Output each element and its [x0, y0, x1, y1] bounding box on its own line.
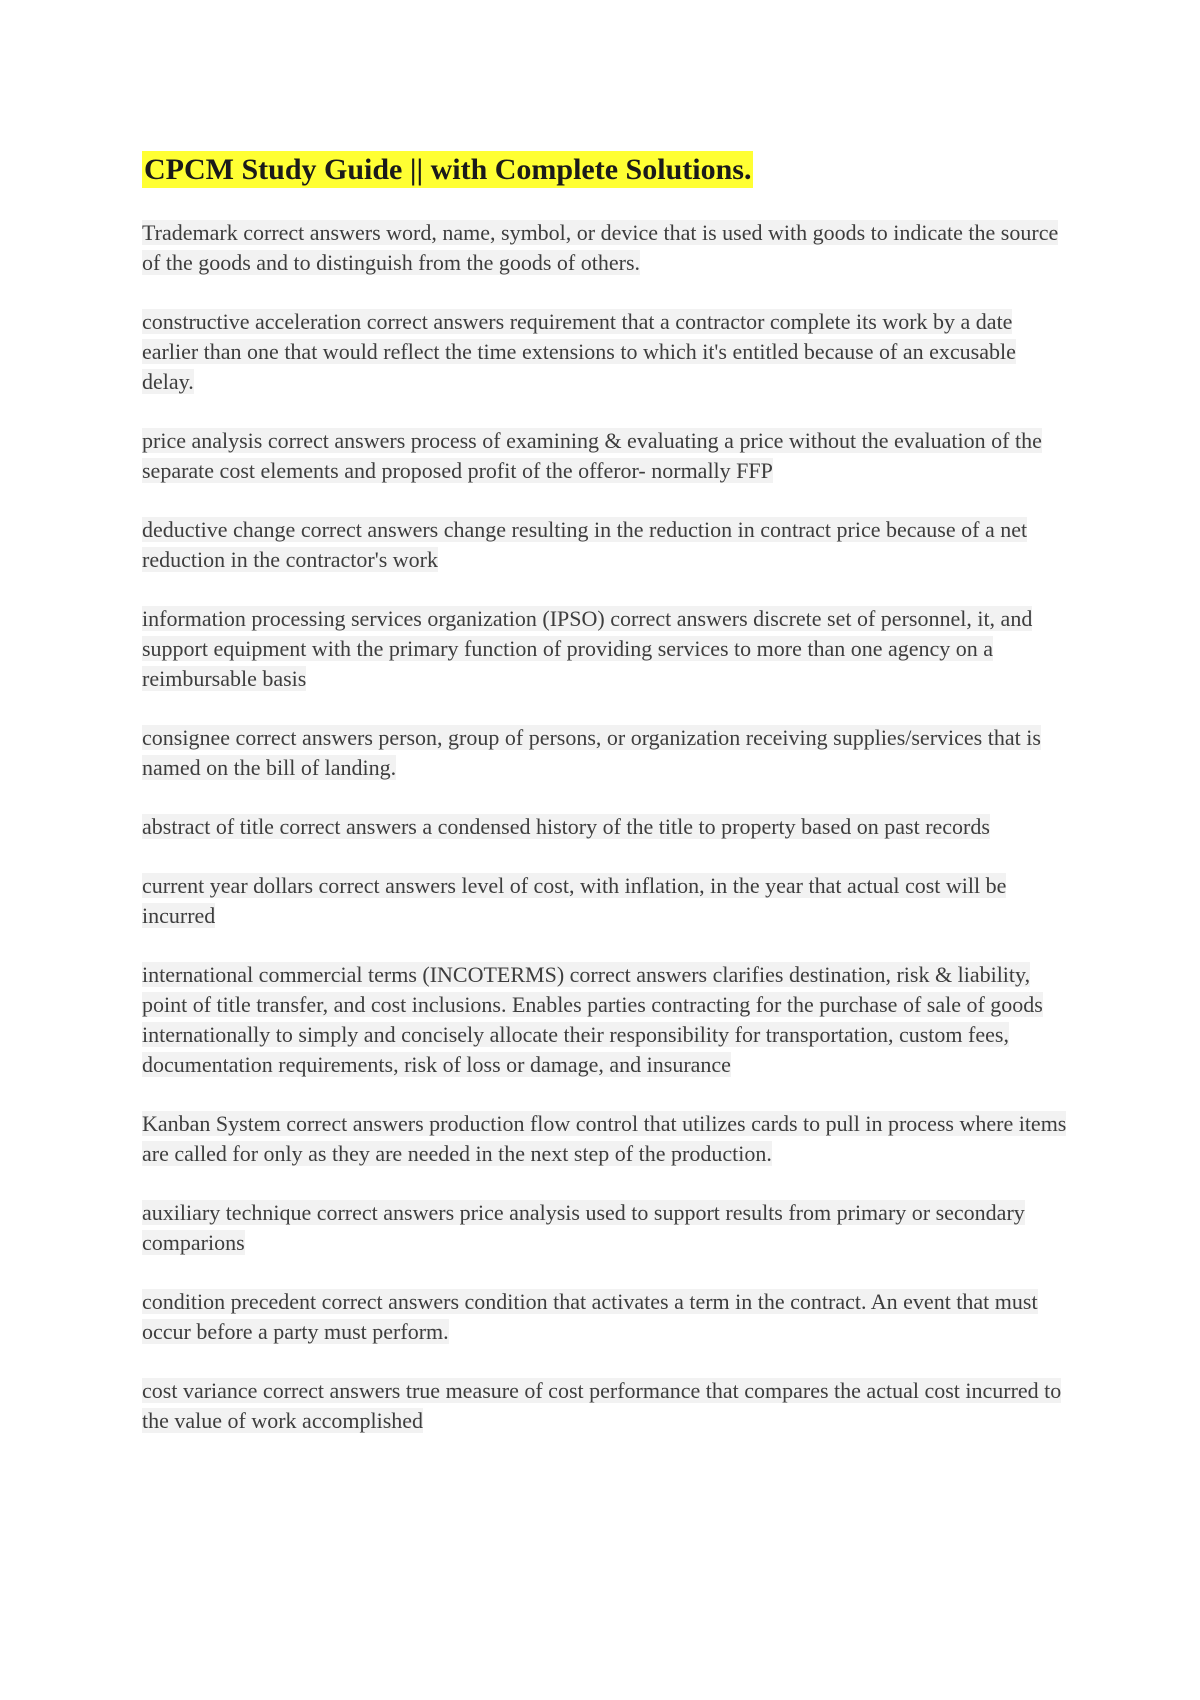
entry-condition-precedent — [142, 1287, 1067, 1347]
entry-text: current year dollars correct answers level of cost, with inflation, in the year that actual cost will be incurred — [142, 873, 1007, 928]
document-title-text: CPCM Study Guide || with Complete Solutions. — [144, 153, 752, 186]
entry-text: information processing services organization (IPSO) correct answers discrete set of personnel, it, and support equipment with the primary function of providing services to more than one agency on a reimbursable basis — [142, 606, 1033, 691]
entry-abstract-of-title — [142, 812, 1067, 842]
entry-incoterms — [142, 960, 1067, 1080]
entry-trademark — [142, 218, 1067, 278]
entry-text: constructive acceleration correct answers requirement that a contractor complete its work by a date earlier than one that would reflect the time extensions to which it's entitled because of an excusable delay. — [142, 309, 1016, 394]
entry-text: consignee correct answers person, group of persons, or organization receiving supplies/services that is named on the bill of landing. — [142, 725, 1041, 780]
entry-text: Trademark correct answers word, name, symbol, or device that is used with goods to indicate the source of the goods and to distinguish from the goods of others. — [142, 220, 1059, 275]
entry-current-year-dollars — [142, 871, 1067, 931]
entry-text: condition precedent correct answers condition that activates a term in the contract. An event that must occur before a party must perform. — [142, 1289, 1038, 1344]
entry-ipso — [142, 604, 1067, 694]
entry-text: Kanban System correct answers production flow control that utilizes cards to pull in process where items are called for only as they are needed in the next step of the production. — [142, 1111, 1067, 1166]
entry-text: price analysis correct answers process of examining & evaluating a price without the evaluation of the separate cost elements and proposed profit of the offeror- normally FFP — [142, 428, 1042, 483]
entry-text: auxiliary technique correct answers price analysis used to support results from primary or secondary comparions — [142, 1200, 1025, 1255]
entry-consignee — [142, 723, 1067, 783]
entry-price-analysis — [142, 426, 1067, 486]
document-title — [142, 150, 1067, 190]
entry-constructive-acceleration — [142, 307, 1067, 397]
document-content — [142, 150, 1067, 1465]
entry-text: deductive change correct answers change resulting in the reduction in contract price because of a net reduction in the contractor's work — [142, 517, 1028, 572]
entry-text: cost variance correct answers true measure of cost performance that compares the actual cost incurred to the value of work accomplished — [142, 1378, 1062, 1433]
entry-auxiliary-technique — [142, 1198, 1067, 1258]
entry-text: international commercial terms (INCOTERMS) correct answers clarifies destination, risk & liability, point of title transfer, and cost inclusions. Enables parties contracting for the purchase of sale of goods internationally to simply and concisely allocate their responsibility for transportation, custom fees, documentation requirements, risk of loss or damage, and insurance — [142, 962, 1043, 1077]
entry-cost-variance — [142, 1376, 1067, 1436]
entry-deductive-change — [142, 515, 1067, 575]
entry-kanban-system — [142, 1109, 1067, 1169]
entry-text: abstract of title correct answers a condensed history of the title to property based on past records — [142, 814, 990, 839]
